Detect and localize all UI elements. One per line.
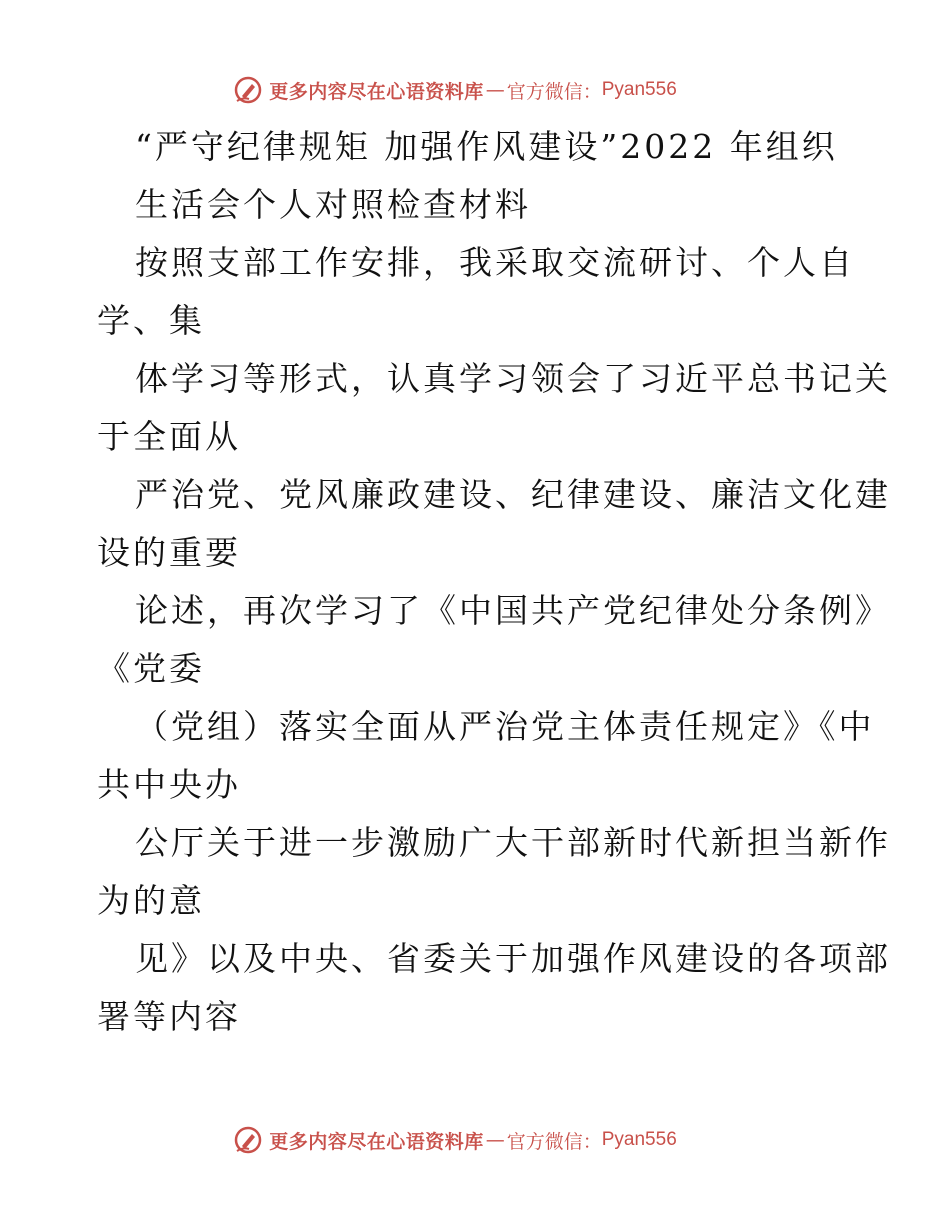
footer-watermark-banner bbox=[0, 1120, 950, 1160]
paragraph-line: 《党委 bbox=[97, 649, 205, 688]
banner-main-text: 更多内容尽在心语资料库 bbox=[269, 80, 484, 103]
banner-wechat-id: Pyan556 bbox=[601, 79, 677, 100]
pen-logo-icon bbox=[233, 75, 263, 105]
banner-wechat-label: 官方微信： bbox=[506, 1130, 602, 1153]
pen-logo-icon bbox=[233, 1125, 263, 1155]
banner-separator: — bbox=[485, 1129, 505, 1151]
paragraph-line: 学、集 bbox=[97, 301, 205, 340]
banner-wechat-label: 官方微信： bbox=[506, 80, 602, 103]
banner-separator: — bbox=[485, 79, 505, 101]
paragraph-line: 体学习等形式，认真学习领会了习近平总书记关 bbox=[135, 359, 891, 398]
paragraph-line: 署等内容 bbox=[97, 997, 241, 1036]
paragraph-line: 共中央办 bbox=[97, 765, 241, 804]
banner-main-text: 更多内容尽在心语资料库 bbox=[269, 1130, 484, 1153]
banner-wechat-id: Pyan556 bbox=[601, 1129, 677, 1150]
paragraph-line: 按照支部工作安排，我采取交流研讨、个人自 bbox=[135, 243, 855, 282]
paragraph-line: 于全面从 bbox=[97, 417, 241, 456]
paragraph-line: 严治党、党风廉政建设、纪律建设、廉洁文化建 bbox=[135, 475, 891, 514]
document-title-line-1: “严守纪律规矩 加强作风建设”2022 年组织 bbox=[135, 127, 838, 166]
paragraph-line: 公厅关于进一步激励广大干部新时代新担当新作 bbox=[135, 823, 891, 862]
paragraph-line: 设的重要 bbox=[97, 533, 241, 572]
paragraph-line: 见》以及中央、省委关于加强作风建设的各项部 bbox=[135, 939, 891, 978]
paragraph-line: 论述，再次学习了《中国共产党纪律处分条例》 bbox=[135, 591, 891, 630]
paragraph-line: 为的意 bbox=[97, 881, 205, 920]
document-title-line-2: 生活会个人对照检查材料 bbox=[135, 185, 531, 224]
header-watermark-banner bbox=[0, 70, 950, 110]
paragraph-line: （党组）落实全面从严治党主体责任规定》《中 bbox=[135, 707, 875, 746]
document-body bbox=[97, 118, 891, 1046]
